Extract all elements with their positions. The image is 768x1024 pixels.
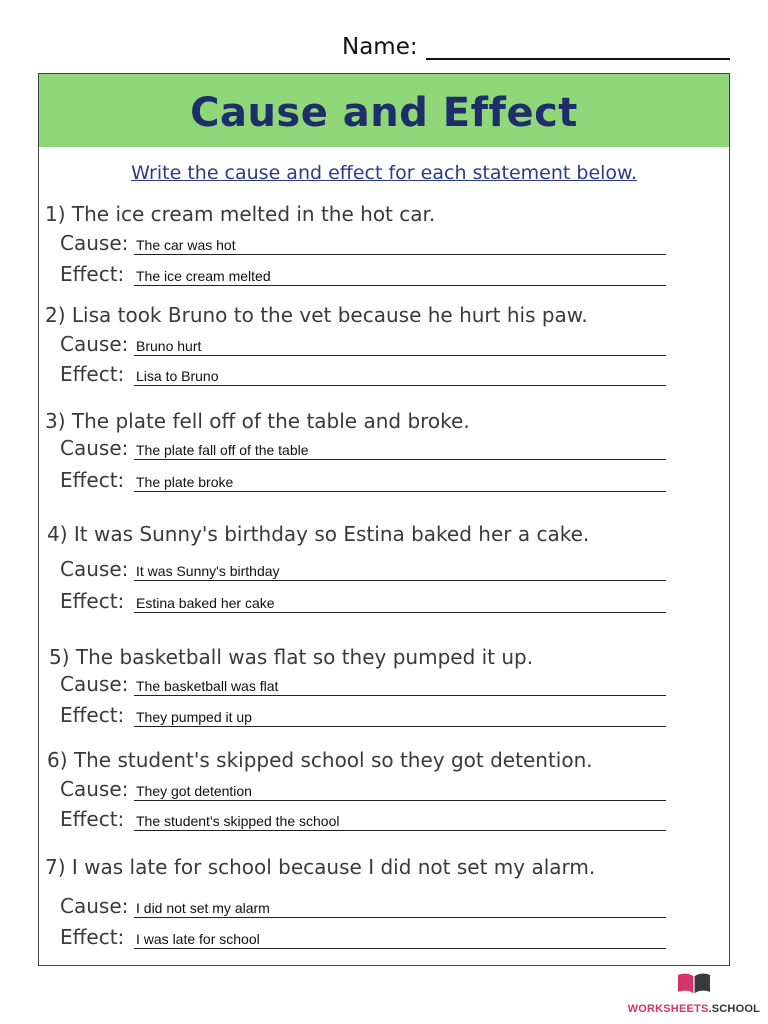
cause-answer-text: The car was hot [136, 237, 236, 253]
effect-answer-6[interactable] [134, 810, 666, 831]
cause-row-4 [60, 557, 666, 581]
question-5: 5) The basketball was flat so they pumped it up. [49, 645, 534, 669]
cause-label: Cause: [60, 231, 129, 255]
effect-row-3 [60, 468, 666, 492]
cause-answer-text: It was Sunny's birthday [136, 563, 280, 579]
cause-answer-6[interactable] [134, 780, 666, 801]
question-3: 3) The plate fell off of the table and broke. [45, 409, 470, 433]
effect-answer-1[interactable] [134, 265, 666, 286]
effect-answer-text: The student's skipped the school [136, 813, 340, 829]
brand-logo [628, 971, 760, 1016]
title-banner [39, 74, 729, 147]
cause-row-5 [60, 672, 666, 696]
effect-label: Effect: [60, 807, 125, 831]
effect-answer-text: I was late for school [136, 931, 260, 947]
cause-label: Cause: [60, 894, 129, 918]
brand-text-part2: .SCHOOL [708, 1003, 760, 1015]
effect-label: Effect: [60, 262, 125, 286]
cause-answer-text: Bruno hurt [136, 338, 202, 354]
effect-row-7 [60, 925, 666, 949]
effect-answer-7[interactable] [134, 928, 666, 949]
cause-label: Cause: [60, 557, 129, 581]
effect-answer-text: The plate broke [136, 474, 234, 490]
effect-answer-4[interactable] [134, 592, 666, 613]
cause-row-3 [60, 436, 666, 460]
effect-answer-text: They pumped it up [136, 709, 252, 725]
instructions: Write the cause and effect for each statement below. [131, 162, 637, 184]
effect-row-2 [60, 362, 666, 386]
effect-row-1 [60, 262, 666, 286]
name-field [342, 30, 730, 60]
effect-row-5 [60, 703, 666, 727]
question-4: 4) It was Sunny's birthday so Estina baked her a cake. [47, 522, 590, 546]
effect-label: Effect: [60, 589, 125, 613]
effect-answer-text: The ice cream melted [136, 268, 271, 284]
effect-label: Effect: [60, 703, 125, 727]
question-1: 1) The ice cream melted in the hot car. [45, 202, 436, 226]
brand-text-part1: WORKSHEETS [627, 1003, 709, 1015]
cause-answer-7[interactable] [134, 897, 666, 918]
worksheet [38, 73, 730, 966]
cause-label: Cause: [60, 777, 129, 801]
cause-answer-text: The basketball was flat [136, 678, 279, 694]
effect-answer-text: Estina baked her cake [136, 595, 275, 611]
cause-label: Cause: [60, 672, 129, 696]
brand-text [628, 1003, 760, 1015]
effect-row-6 [60, 807, 666, 831]
open-book-icon [676, 971, 712, 995]
name-label: Name: [342, 34, 418, 60]
cause-answer-text: The plate fall off of the table [136, 442, 309, 458]
question-2: 2) Lisa took Bruno to the vet because he hurt his paw. [45, 303, 588, 327]
effect-label: Effect: [60, 362, 125, 386]
effect-answer-5[interactable] [134, 706, 666, 727]
cause-answer-1[interactable] [134, 234, 666, 255]
cause-answer-5[interactable] [134, 675, 666, 696]
cause-answer-3[interactable] [134, 439, 666, 460]
cause-answer-2[interactable] [134, 335, 666, 356]
effect-answer-text: Lisa to Bruno [136, 368, 219, 384]
effect-answer-3[interactable] [134, 471, 666, 492]
cause-label: Cause: [60, 332, 129, 356]
effect-label: Effect: [60, 925, 125, 949]
cause-row-6 [60, 777, 666, 801]
name-input-line[interactable] [426, 30, 730, 60]
effect-label: Effect: [60, 468, 125, 492]
cause-row-2 [60, 332, 666, 356]
cause-answer-text: I did not set my alarm [136, 900, 270, 916]
cause-answer-4[interactable] [134, 560, 666, 581]
cause-row-7 [60, 894, 666, 918]
question-6: 6) The student's skipped school so they got detention. [47, 748, 593, 772]
worksheet-title: Cause and Effect [190, 89, 578, 136]
effect-answer-2[interactable] [134, 365, 666, 386]
effect-row-4 [60, 589, 666, 613]
cause-answer-text: They got detention [136, 783, 252, 799]
cause-row-1 [60, 231, 666, 255]
cause-label: Cause: [60, 436, 129, 460]
question-7: 7) I was late for school because I did not set my alarm. [45, 855, 596, 879]
